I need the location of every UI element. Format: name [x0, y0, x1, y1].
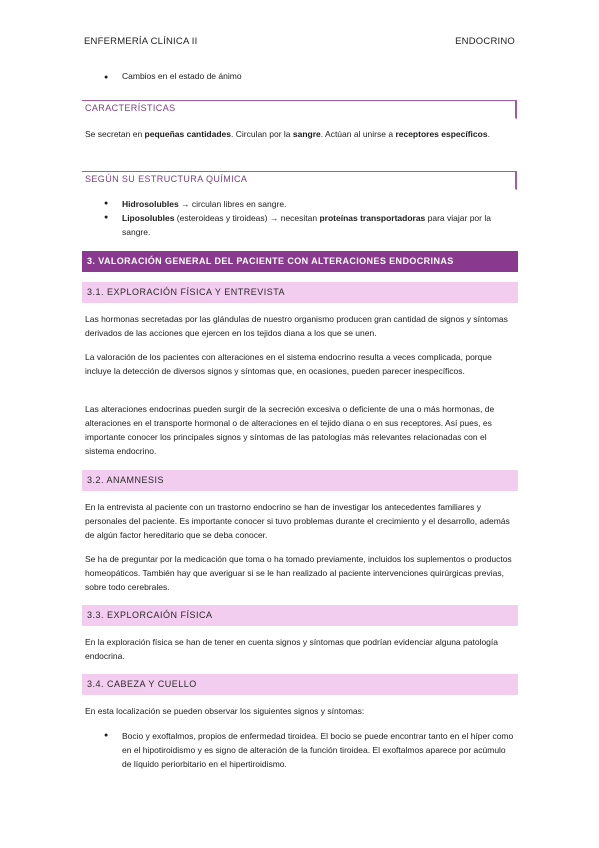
section-heading-caracteristicas: CARACTERÍSTICAS — [82, 100, 517, 119]
subsection-heading-3-1: 3.1. EXPLORACIÓN FÍSICA Y ENTREVISTA — [82, 282, 518, 303]
s34-list — [104, 729, 516, 771]
s31-paragraph-3: Las alteraciones endocrinas pueden surgir de la secreción excesiva o deficiente de una o más hormonas, de alteraciones en el transporte hormonal o de alteraciones en el tejido diana o en sus receptores. Así pues, es importante conocer los principales signos y síntomas de las patologías más relevantes relacionadas con el sistema endocrino. — [85, 404, 495, 456]
list-item: ● Bocio y exoftalmos, propios de enfermedad tiroidea. El bocio se puede encontrar tanto en el híper como en el hipotiroidismo y es signo de alteración de la función tiroidea. El exoftalmos aparece por acúmulo de líquido periorbitario en el hipertiroidismo. — [104, 731, 514, 769]
s34-paragraph-1: En esta localización se pueden observar los siguientes signos y síntomas: — [85, 706, 365, 716]
header-topic: ENDOCRINO — [455, 36, 515, 47]
list-item: ● Cambios en el estado de ánimo — [104, 71, 242, 81]
subsection-heading-3-2: 3.2. ANAMNESIS — [82, 470, 518, 491]
s33-paragraph-1: En la exploración física se han de tener en cuenta signos y síntomas que podrían evidenciar alguna patología endocrina. — [85, 637, 498, 661]
bullet-icon: ● — [104, 732, 109, 739]
bullet-icon: ● — [104, 74, 109, 81]
estructura-list — [104, 197, 516, 239]
header-subject: ENFERMERÍA CLÍNICA II — [84, 36, 198, 47]
s32-paragraph-2: Se ha de preguntar por la medicación que toma o ha tomado previamente, incluidos los suplementos o productos homeopáticos. También hay que averiguar si se le han realizado al paciente intervenciones quirúrgicas previas, sobre todo cerebrales. — [85, 554, 512, 592]
caracteristicas-paragraph: Se secretan en pequeñas cantidades. Circulan por la sangre. Actúan al unirse a receptores específicos. — [85, 129, 490, 139]
bullet-icon: ● — [104, 214, 109, 221]
list-item: ● Liposolubles (esteroideas y tiroideas) → necesitan proteínas transportadoras para viajar por la sangre. — [104, 213, 491, 237]
section-heading-estructura: SEGÚN SU ESTRUCTURA QUÍMICA — [82, 171, 517, 190]
list-item: ● Hidrosolubles → circulan libres en sangre. — [104, 199, 287, 209]
subsection-heading-3-3: 3.3. EXPLORCAIÓN FÍSICA — [82, 605, 518, 626]
s31-paragraph-2: La valoración de los pacientes con alteraciones en el sistema endocrino resulta a veces complicada, porque incluye la detección de diversos signos y síntomas que, en ocasiones, pueden parecer inespecíficos. — [85, 352, 492, 376]
s32-paragraph-1: En la entrevista al paciente con un trastorno endocrino se han de investigar los antecedentes familiares y personales del paciente. Es importante conocer si tuvo problemas durante el crecimiento y el desarrollo, además de algún factor hereditario que se deba conocer. — [85, 502, 510, 540]
s31-paragraph-1: Las hormonas secretadas por las glándulas de nuestro organismo producen gran cantidad de signos y síntomas derivados de las acciones que ejercen en los tejidos diana a los que se unen. — [85, 314, 508, 338]
bullet-icon: ● — [104, 200, 109, 207]
chapter-banner: 3. VALORACIÓN GENERAL DEL PACIENTE CON ALTERACIONES ENDOCRINAS — [82, 251, 518, 272]
subsection-heading-3-4: 3.4. CABEZA Y CUELLO — [82, 674, 518, 695]
